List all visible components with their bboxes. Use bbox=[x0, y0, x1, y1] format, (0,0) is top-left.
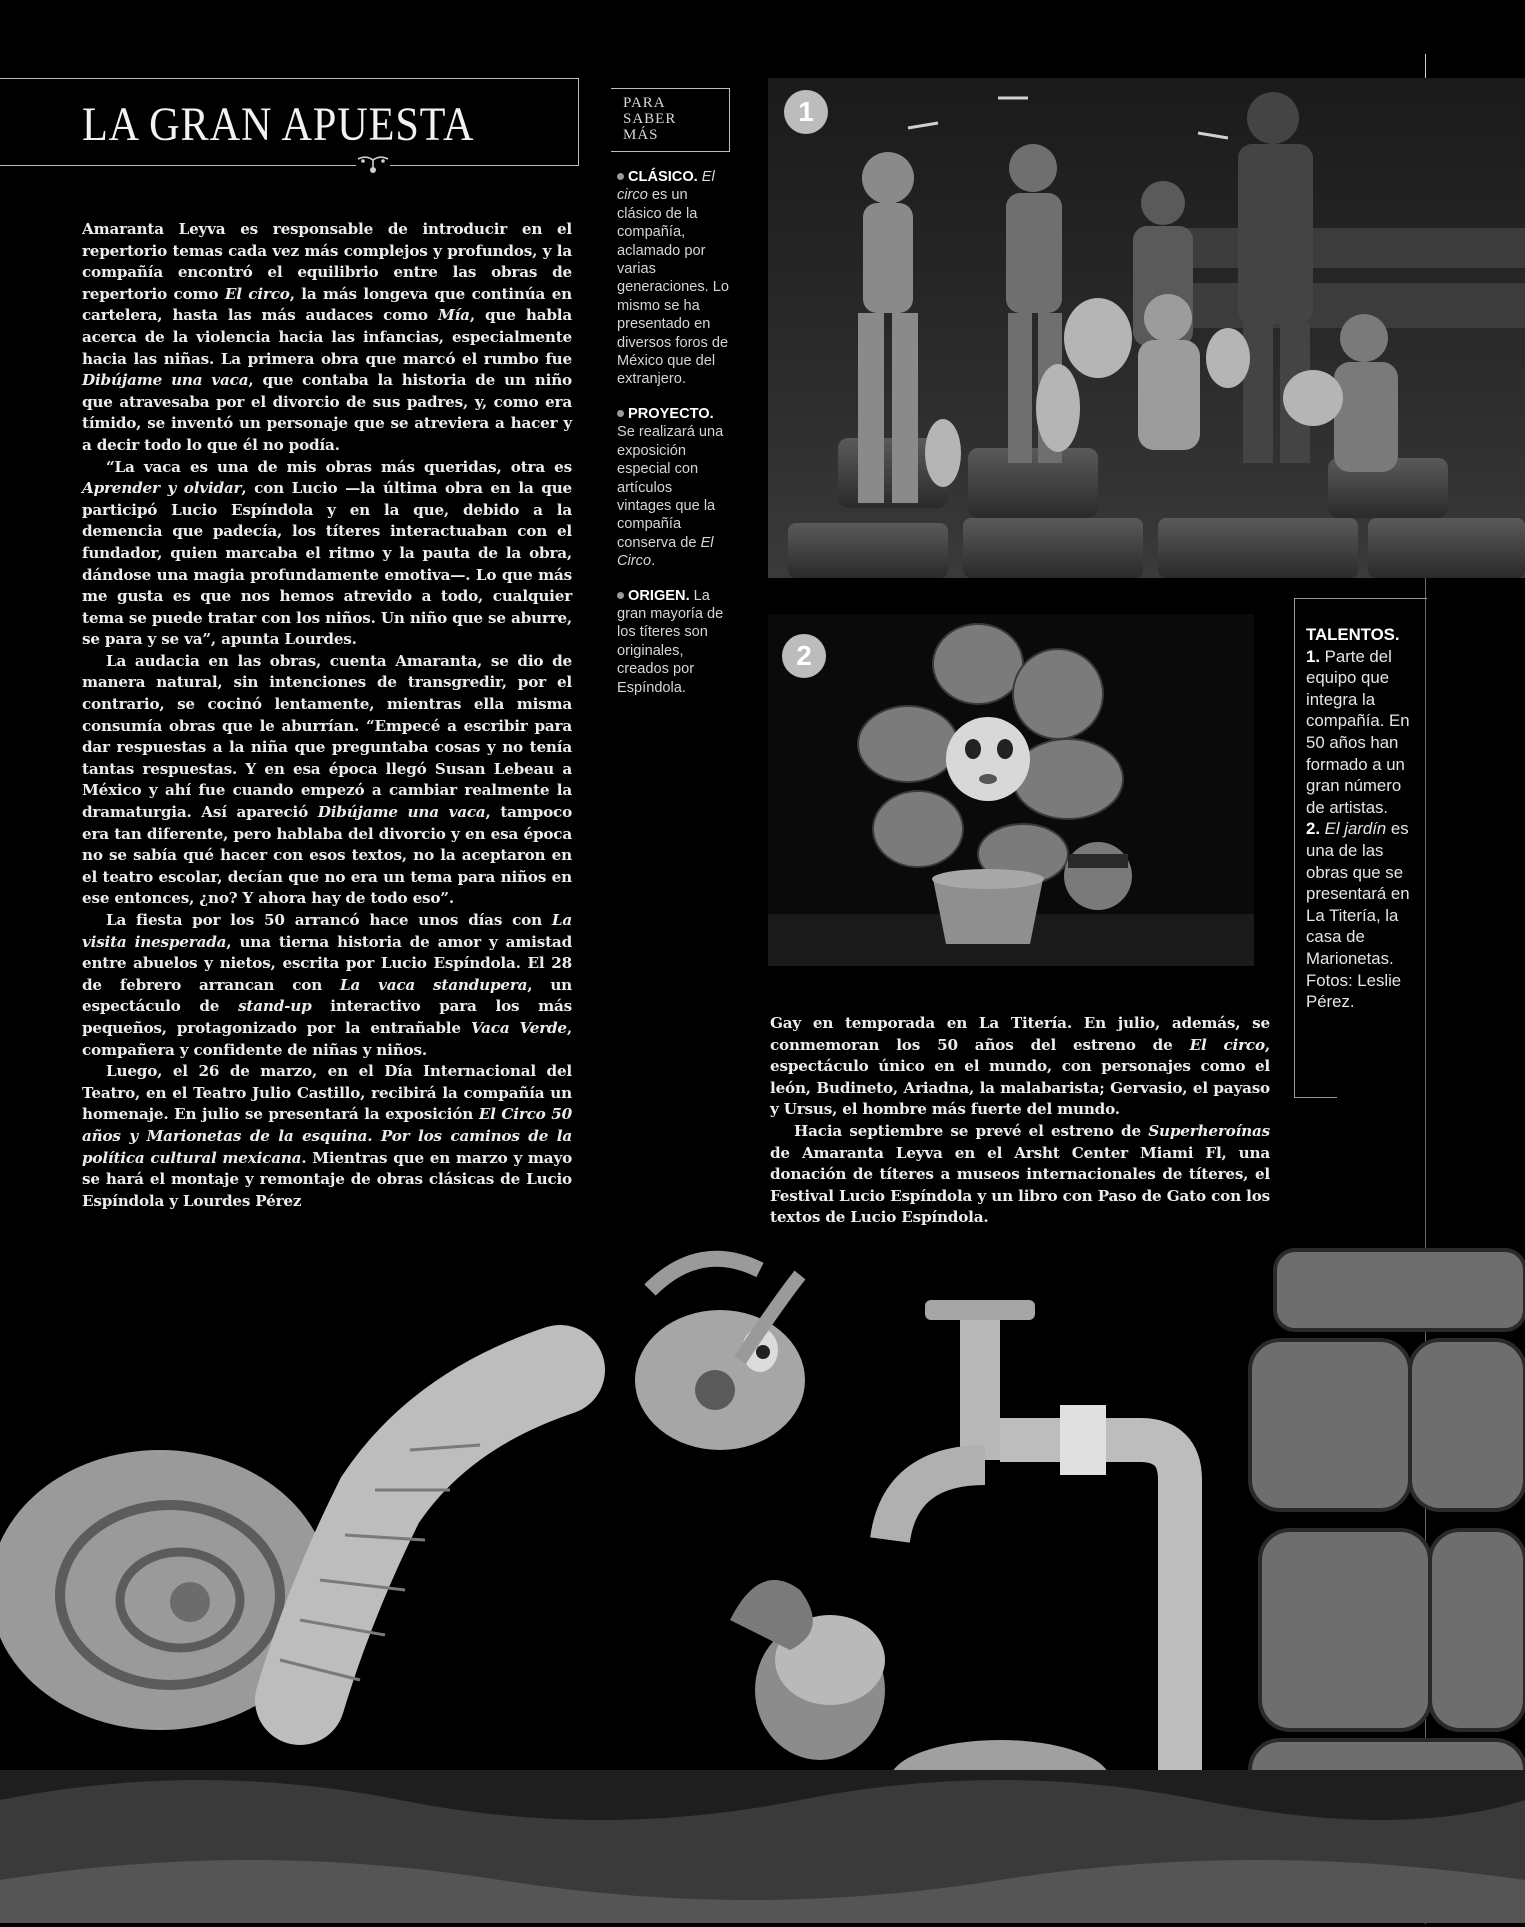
caption-text: Parte del equipo que integra la compañía. En 50 años han formado a un gran número de artistas. bbox=[1306, 646, 1410, 817]
sidebar-notes bbox=[617, 168, 729, 713]
top-tick-rule bbox=[1425, 54, 1426, 78]
ornament-icon bbox=[356, 153, 390, 175]
text-run: Gay en temporada en La Titería. En julio, además, se conmemoran los 50 años del estreno de bbox=[770, 1014, 1270, 1054]
text-run: Luego, el 26 de marzo, en el Día Internacional del Teatro, en el Teatro Julio Castillo, recibirá la compañía un homenaje. En julio se presentará la exposición bbox=[82, 1062, 572, 1124]
text-run: , compañera y confidente de niñas y niños. bbox=[82, 1018, 572, 1059]
text-run: , tampoco era tan diferente, pero hablaba del divorcio y en esa época no se sabía qué hacer con esos textos, no la aceptaron en el teatro escolar, decían que no era un tema para niños en ese entonces, ¿no? Y ahora hay de todo eso”. bbox=[82, 803, 572, 908]
work-title: Superheroínas bbox=[1148, 1121, 1270, 1140]
bullet-icon bbox=[617, 173, 624, 180]
sidebar-item-text: Se realizará una exposición especial con artículos vintages que la compañía conserva de bbox=[617, 424, 724, 551]
article-paragraph bbox=[82, 219, 572, 457]
text-run: “La vaca es una de mis obras más queridas, otra es bbox=[106, 457, 572, 476]
article-paragraph bbox=[82, 457, 572, 651]
bullet-icon bbox=[617, 410, 624, 417]
text-run: interactivo para los más pequeños, protagonizado por la entrañable bbox=[82, 997, 572, 1037]
article-paragraph bbox=[82, 651, 572, 910]
article-paragraph bbox=[82, 1061, 572, 1212]
article-body-left bbox=[82, 219, 572, 1212]
work-title: Mía bbox=[437, 306, 470, 325]
text-run: La audacia en las obras, cuenta Amaranta, se dio de manera natural, sin intenciones de transgredir, por el contrario, se cocinó lentamente, mientras ella misma consumía obras que le aburrían. “Empecé a escribir para dar respuestas a la niña que preguntaba cosas y no tenía tantas respuestas. Y en esa época llegó Susan Lebeau a México y ahí fue cuando empezó a cambiar realmente la dramaturgia. Así apareció bbox=[82, 651, 572, 822]
article-paragraph bbox=[82, 910, 572, 1061]
text-run: . Mientras que en marzo y mayo se hará el montaje y remontaje de obras clásicas de Lucio Espíndola y Lourdes Pérez bbox=[82, 1148, 573, 1210]
photo-number-badge: 1 bbox=[784, 90, 828, 134]
sidebar-item bbox=[617, 168, 729, 389]
photo-number-badge: 2 bbox=[782, 634, 826, 678]
text-run: , la más longeva que continúa en cartelera, hasta las más audaces como bbox=[82, 284, 573, 325]
caption-number: 1. bbox=[1306, 646, 1320, 666]
sidebar-item-label: PROYECTO. bbox=[628, 405, 714, 422]
sidebar-heading-line: SABER bbox=[623, 111, 677, 127]
text-run: La fiesta por los 50 arrancó hace unos días con bbox=[106, 911, 552, 929]
work-title: Dibújame una vaca bbox=[82, 371, 249, 390]
caption-number: 2. bbox=[1306, 819, 1320, 839]
article-body-right bbox=[770, 1013, 1270, 1229]
caption-heading: TALENTOS. bbox=[1306, 625, 1400, 644]
sidebar-heading-line: PARA bbox=[623, 95, 666, 111]
caption-title: El jardín bbox=[1320, 819, 1387, 839]
title-box bbox=[0, 78, 579, 166]
work-title: Aprender y olvidar bbox=[82, 479, 242, 498]
sidebar-heading-line: MÁS bbox=[623, 127, 659, 143]
sidebar-item-text: . bbox=[651, 553, 656, 570]
bullet-icon bbox=[617, 592, 624, 599]
article-paragraph bbox=[770, 1013, 1270, 1121]
work-title: El Circo 50 años y Marionetas de la esquina. Por los caminos de la política cultural mexicana bbox=[82, 1105, 572, 1167]
work-title: Vaca Verde bbox=[470, 1018, 567, 1037]
work-title: Dibújame una vaca bbox=[317, 803, 486, 822]
page-title: LA GRAN APUESTA bbox=[82, 98, 475, 151]
sidebar-heading-box bbox=[611, 88, 730, 152]
photo-caption bbox=[1306, 624, 1410, 1013]
text-run: , espectáculo único en el mundo, con personajes como el león, Budineto, Ariadna, la malabarista; Gervasio, el payaso y Ursus, el hombre más fuerte del mundo. bbox=[770, 1035, 1270, 1119]
text-run: , una tierna historia de amor y amistad entre abuelos y nietos, escrita por Lucio Espíndola. El 28 de febrero arrancan con bbox=[82, 932, 572, 994]
caption-text: es una de las obras que se presentará en La Titería, la casa de Marionetas. Fotos: Leslie Pérez. bbox=[1306, 819, 1410, 1012]
article-paragraph bbox=[770, 1121, 1270, 1229]
sidebar-item-text: es un clásico de la compañía, aclamado por varias generaciones. Lo mismo se ha presentado en diversos foros de México que del extranjero. bbox=[617, 187, 729, 388]
work-title: El circo bbox=[1189, 1035, 1265, 1054]
work-title: La visita inesperada bbox=[82, 911, 572, 951]
sidebar-item-label: CLÁSICO. bbox=[628, 169, 698, 185]
text-run: Hacia septiembre se prevé el estreno de bbox=[794, 1121, 1149, 1140]
text-run: de Amaranta Leyva en el Arsht Center Miami Fl, una donación de títeres a museos internacionales de títeres, el Festival Lucio Espíndola y un libro con Paso de Gato con los textos de Lucio Espíndola. bbox=[770, 1143, 1270, 1227]
sidebar-item-text: La gran mayoría de los títeres son originales, creados por Espíndola. bbox=[617, 587, 724, 696]
text-run: , con Lucio —la última obra en la que participó Lucio Espíndola y en la que, debido a la demencia que padecía, los títeres interactuaban con el fundador, quien marcaba el ritmo y la pauta de la obra, dándose una magia profundamente emotiva—. Lo que más me gusta es que nos hemos atrevido a todo, cualquier tema se puede tratar con los niños. Un niño que se aburre, se para y se va”, apunta Lourdes. bbox=[82, 479, 573, 649]
text-run: , que contaba la historia de un niño que atravesaba por el divorcio de sus padres, y, como era tímido, se inventó un personaje que se atreviera a hacer y a decir todo lo que él no podía. bbox=[82, 371, 572, 454]
work-title: El Circo bbox=[617, 534, 714, 570]
sidebar-item bbox=[617, 587, 729, 697]
sidebar-item-label: ORIGEN. bbox=[628, 587, 690, 604]
work-title: La vaca standupera bbox=[340, 975, 528, 994]
text-run: , que habla acerca de la violencia hacia las infancias, especialmente hacia las niñas. La primera obra que marcó el rumbo fue bbox=[82, 306, 572, 368]
work-title: El circo bbox=[224, 284, 290, 303]
text-run: , un espectáculo de bbox=[82, 975, 572, 1016]
work-title: stand-up bbox=[238, 997, 312, 1016]
sidebar-item bbox=[617, 405, 729, 571]
work-title: El circo bbox=[617, 169, 715, 204]
photo-flower-puppet bbox=[768, 614, 1254, 966]
text-run: Amaranta Leyva es responsable de introducir en el repertorio temas cada vez más complejos y profundos, y la compañía encontró el equilibrio entre las obras de repertorio como bbox=[82, 220, 572, 303]
photo-puppet-scene bbox=[0, 1240, 1525, 1923]
photo-team-with-puppets bbox=[768, 78, 1525, 578]
